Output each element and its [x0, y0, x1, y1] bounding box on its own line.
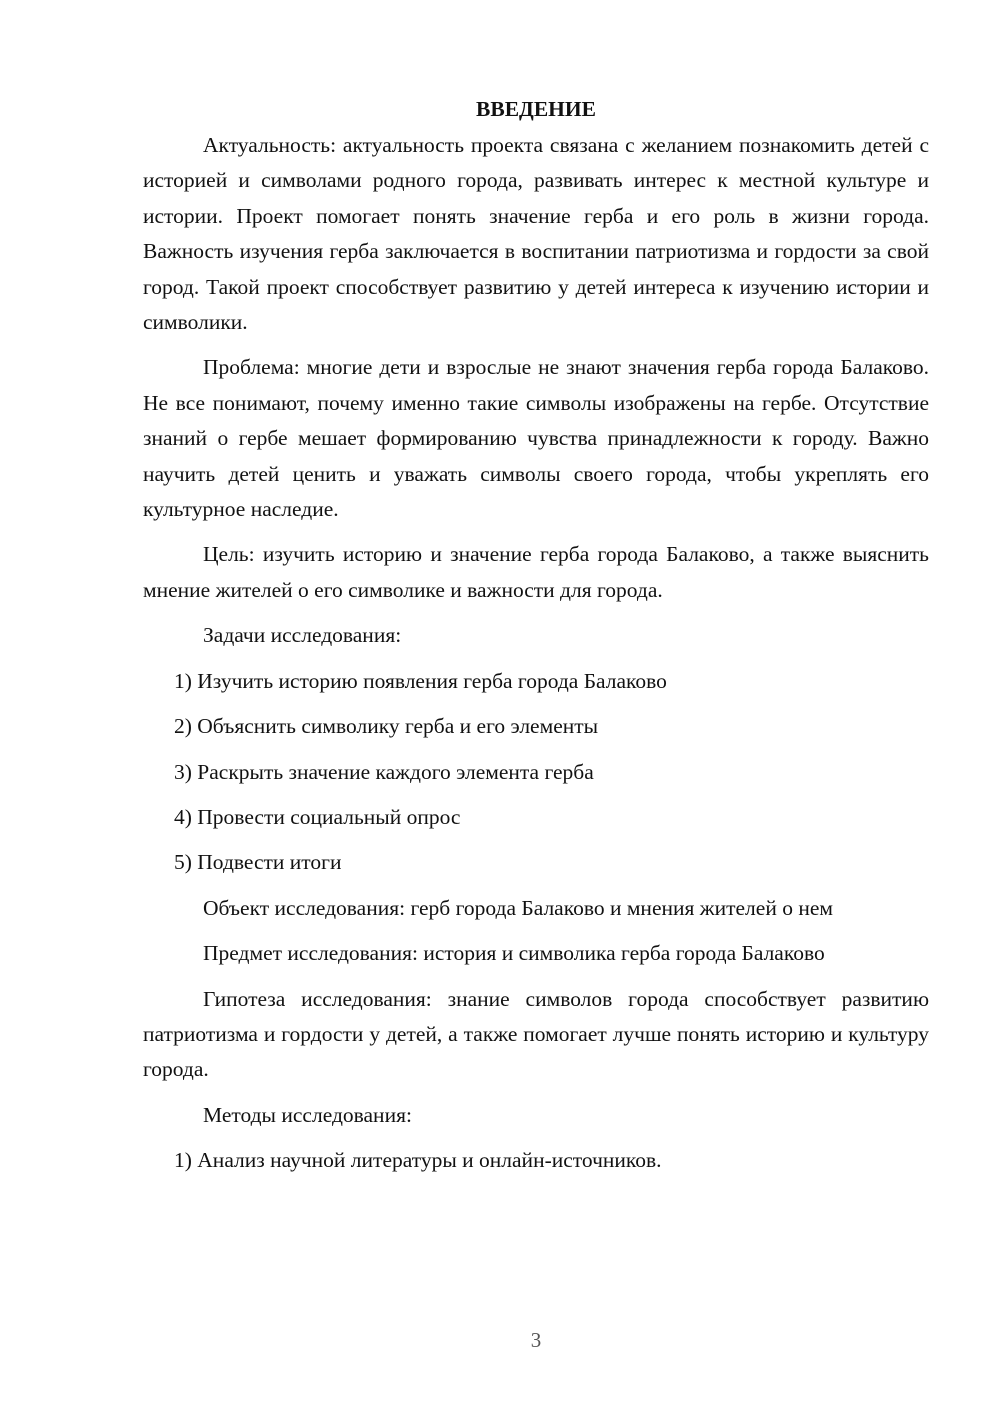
relevance-paragraph: Актуальность: актуальность проекта связана с желанием познакомить детей с историей и символами родного города, развивать интерес к местной культуре и истории. Проект помогает понять значение герба и его роль в жизни города. Важность изучения герба заключается в воспитании патриотизма и гордости за свой город. Такой проект способствует развитию у детей интереса к изучению истории и символики. [143, 133, 929, 335]
task-item-4: 4) Провести социальный опрос [174, 804, 461, 829]
hypothesis-paragraph: Гипотеза исследования: знание символов города способствует развитию патриотизма и гордости у детей, а также помогает лучше понять историю и культуру города. [143, 986, 929, 1082]
section-title: ВВЕДЕНИЕ [476, 97, 596, 121]
task-item-3: 3) Раскрыть значение каждого элемента герба [174, 759, 594, 784]
goal-paragraph: Цель: изучить историю и значение герба города Балаково, а также выяснить мнение жителей о его символике и важности для города. [143, 542, 929, 602]
task-item-2: 2) Объяснить символику герба и его элементы [174, 714, 599, 739]
object-paragraph: Объект исследования: герб города Балаково и мнения жителей о нем [203, 895, 833, 920]
methods-heading: Методы исследования: [203, 1102, 412, 1127]
task-item-5: 5) Подвести итоги [174, 850, 342, 875]
document-body [143, 92, 929, 1189]
tasks-heading: Задачи исследования: [203, 623, 402, 648]
subject-paragraph: Предмет исследования: история и символика герба города Балаково [203, 941, 825, 966]
task-item-1: 1) Изучить историю появления герба города Балаково [174, 668, 667, 693]
problem-paragraph: Проблема: многие дети и взрослые не знают значения герба города Балаково. Не все понимают, почему именно такие символы изображены на гербе. Отсутствие знаний о гербе мешает формированию чувства принадлежности к городу. Важно научить детей ценить и уважать символы своего города, чтобы укреплять его культурное наследие. [143, 355, 929, 522]
method-item-1: 1) Анализ научной литературы и онлайн-источников. [174, 1148, 662, 1173]
page-number: 3 [530, 1328, 542, 1352]
